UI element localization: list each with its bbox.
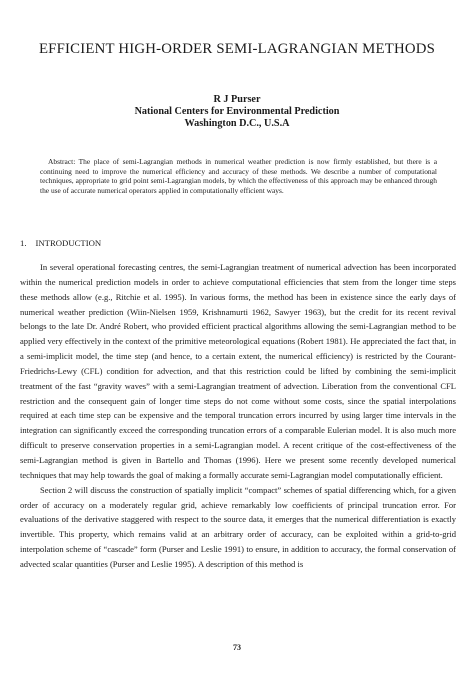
author-name: R J Purser — [213, 94, 261, 105]
page-number: 73 — [233, 643, 241, 652]
paper-title: EFFICIENT HIGH-ORDER SEMI-LAGRANGIAN METHODS — [38, 41, 436, 57]
author-block — [0, 94, 474, 130]
body-text — [20, 260, 456, 572]
abstract — [40, 157, 437, 196]
section-title: INTRODUCTION — [35, 238, 102, 248]
author-location: Washington D.C., U.S.A — [184, 118, 290, 129]
section-number: 1. — [20, 238, 27, 248]
abstract-text: Abstract: The place of semi-Lagrangian methods in numerical weather prediction is now firmly established, but there is a continuing need to improve the numerical efficiency and accuracy of these methods. We describe a number of computational techniques, appropriate to grid point semi-Lagrangian models, by which the effectiveness of this approach may be enhanced through the use of accurate numerical operators applied in computationally efficient ways. — [40, 157, 437, 196]
body-paragraph: Section 2 will discuss the construction of spatially implicit “compact” schemes of spatial differencing which, for a given order of accuracy on a moderately regular grid, achieve remarkably low coefficients of principal truncation error. For evaluations of the derivative staggered with respect to the source data, it emerges that the numerical differentiation is exactly invertible. This property, which remains valid at an arbitrary order of accuracy, can be exploited within a grid-to-grid interpolation scheme of “cascade” form (Purser and Leslie 1991) to ensure, in addition to accuracy, the formal conservation of advected scalar quantities (Purser and Leslie 1995). A description of this method is — [20, 484, 456, 569]
body-paragraph: In several operational forecasting centres, the semi-Lagrangian treatment of numerical advection has been incorporated within the numerical prediction models in order to achieve computational efficiencies that stem from the longer time steps these methods allow (e.g., Ritchie et al. 1995). In various forms, the method has been in existence since the early days of numerical weather prediction (Wiin-Nielsen 1959, Krishnamurti 1962, Sawyer 1963), but the credit for its recent revival belongs to the late Dr. André Robert, who provided efficient practical algorithms allowing the semi-Lagrangian method to be applied very effectively in the context of the primitive meteorological equations (Robert 1981). He appreciated the fact that, in a semi-implicit model, the time step (and hence, to a certain extent, the numerical efficiency) is restricted by the Courant-Friedrichs-Lewy (CFL) condition for advection, and that this restriction could be lifted by combining the semi-implicit treatment of the fast “gravity waves” with a semi-Lagrangian treatment of advection. Liberation from the conventional CFL restriction and the consequent gain of longer time steps do not come without some costs, since the spatial interpolations required at each time step can be expensive and the temporal truncation errors incurred by using larger time intervals in the integration can significantly exceed the corresponding truncation errors of a comparable Eulerian model. It is also much more difficult to preserve conservation properties in a semi-Lagrangian model. A recent critique of the cost-effectiveness of the semi-Lagrangian method is given in Bartello and Thomas (1996). Here we present some recently developed numerical techniques that may help towards the goal of making a formally accurate semi-Lagrangian model computationally efficient. — [20, 262, 456, 480]
section-heading — [20, 238, 101, 248]
author-affiliation: National Centers for Environmental Prediction — [134, 106, 340, 117]
